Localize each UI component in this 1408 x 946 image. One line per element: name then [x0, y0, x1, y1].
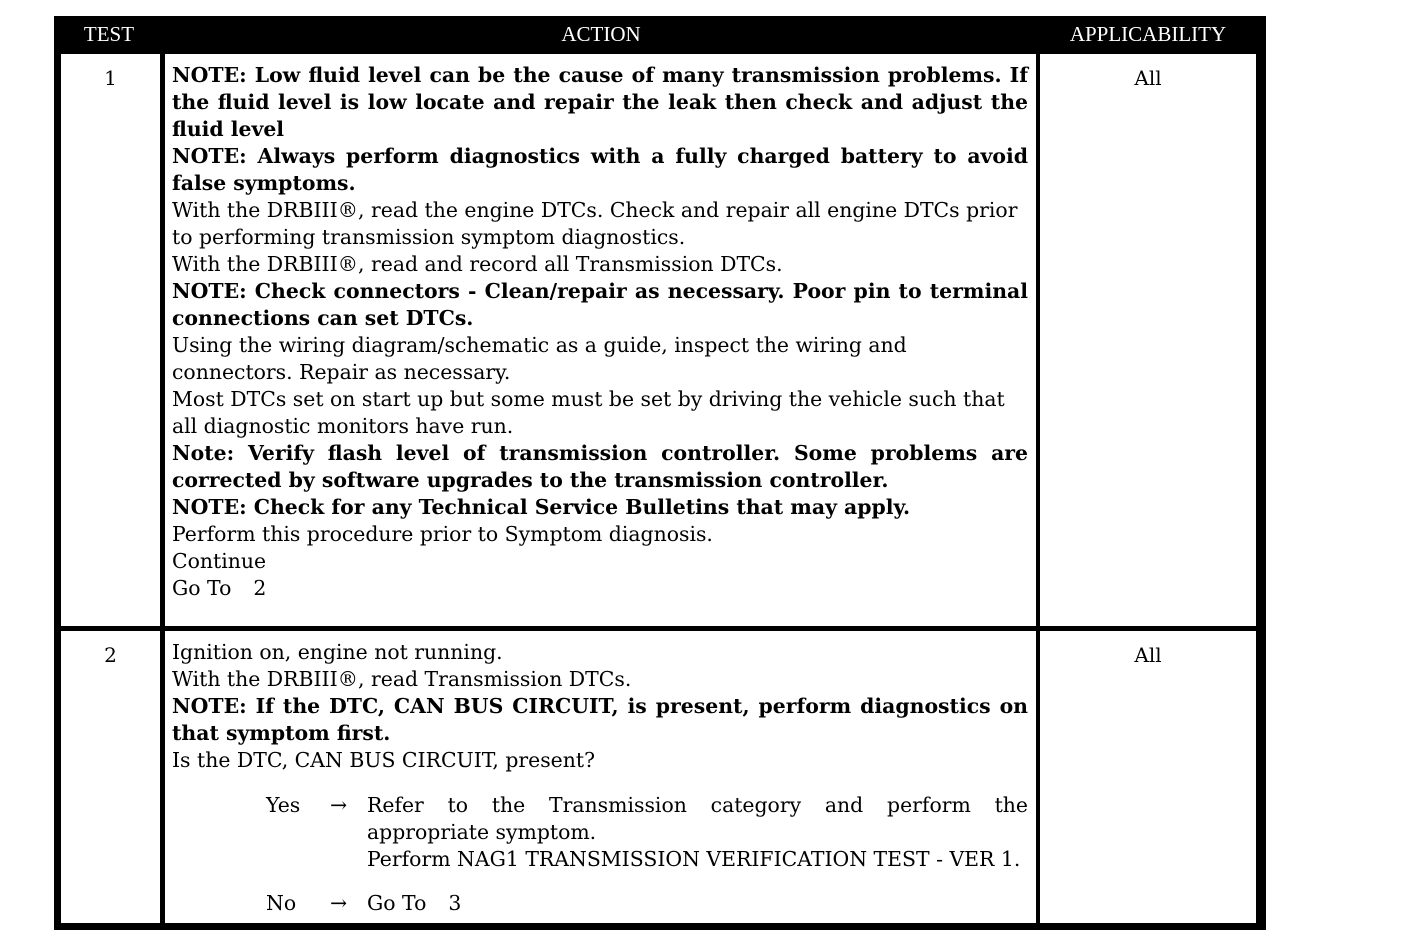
row1-line: With the DRBIII®, read the engine DTCs. Check and repair all engine DTCs prior to performing transmission symptom diagnostics. — [172, 198, 1018, 249]
goto-target: 2 — [253, 576, 267, 600]
header-applicability: APPLICABILITY — [1069, 22, 1227, 46]
row1-line: NOTE: Check for any Technical Service Bulletins that may apply. — [172, 495, 911, 519]
answer-no[interactable] — [172, 890, 1028, 917]
yes-text-line: Refer to the Transmission category and perform the appropriate symptom. — [367, 793, 1028, 844]
row2-action — [165, 631, 1036, 923]
row2-applicability: All — [1040, 631, 1256, 923]
row1-action — [165, 54, 1036, 626]
yes-label: Yes — [266, 793, 301, 817]
yes-text — [367, 792, 1028, 873]
row1-line: Perform this procedure prior to Symptom diagnosis. — [172, 522, 713, 546]
goto-step-3[interactable] — [367, 890, 1028, 917]
row1-test-number: 1 — [61, 54, 160, 626]
goto-label: Go To — [367, 891, 427, 915]
arrow-right-icon: → — [330, 793, 348, 817]
row2-test-number: 2 — [61, 631, 160, 923]
row1-line: Using the wiring diagram/schematic as a guide, inspect the wiring and connectors. Repair as necessary. — [172, 333, 907, 384]
diagnostic-table — [54, 16, 1266, 930]
row1-line: Note: Verify flash level of transmission controller. Some problems are corrected by software upgrades to the transmission controller. — [172, 441, 1028, 492]
row2-line: Is the DTC, CAN BUS CIRCUIT, present? — [172, 748, 596, 772]
yes-text-line: Perform NAG1 TRANSMISSION VERIFICATION TEST - VER 1. — [367, 847, 1021, 871]
header-test: TEST — [83, 22, 135, 46]
row1-line: NOTE: Check connectors - Clean/repair as necessary. Poor pin to terminal connections can set DTCs. — [172, 279, 1028, 330]
row1-line: Most DTCs set on start up but some must be set by driving the vehicle such that all diagnostic monitors have run. — [172, 387, 1005, 438]
row1-line: NOTE: Low fluid level can be the cause of many transmission problems. If the fluid level is low locate and repair the leak then check and adjust the fluid level — [172, 63, 1028, 141]
goto-label: Go To — [172, 576, 232, 600]
row2-line: NOTE: If the DTC, CAN BUS CIRCUIT, is present, perform diagnostics on that symptom first. — [172, 694, 1028, 745]
answer-yes[interactable] — [172, 792, 1028, 873]
goto-step-2[interactable] — [172, 575, 1028, 602]
row2-line: With the DRBIII®, read Transmission DTCs. — [172, 667, 632, 691]
continue-label: Continue — [172, 549, 267, 573]
no-label: No — [266, 891, 297, 915]
header-action: ACTION — [561, 22, 641, 46]
row2-line: Ignition on, engine not running. — [172, 640, 503, 664]
row1-applicability: All — [1040, 54, 1256, 626]
arrow-right-icon: → — [330, 891, 348, 915]
row1-line: With the DRBIII®, read and record all Transmission DTCs. — [172, 252, 783, 276]
row1-line: NOTE: Always perform diagnostics with a fully charged battery to avoid false symptoms. — [172, 144, 1028, 195]
goto-target: 3 — [448, 891, 462, 915]
